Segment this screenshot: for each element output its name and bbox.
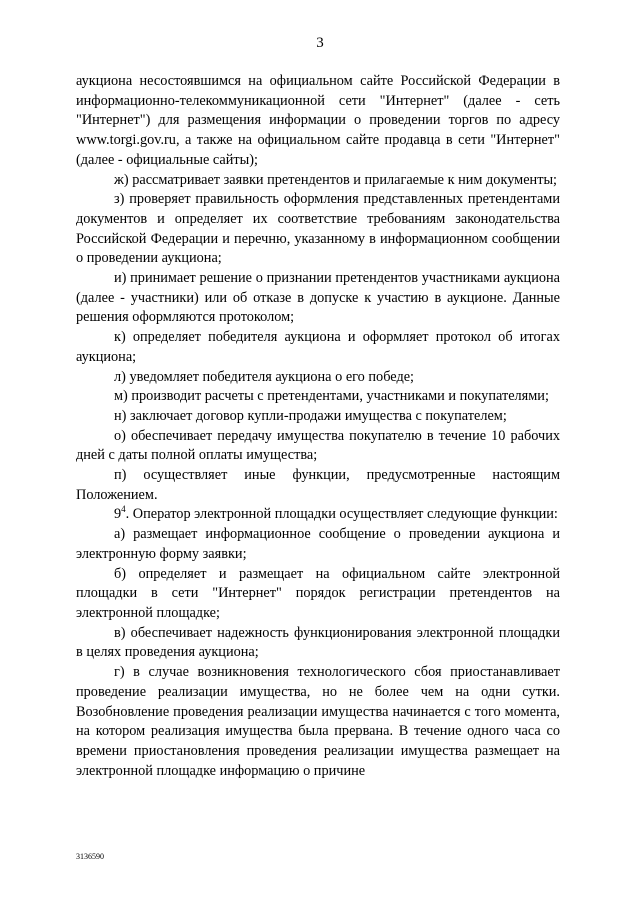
list-item-i: и) принимает решение о признании претендентов участниками аукциона (далее - участники) или об отказе в допуске к участию в аукционе. Данные решения оформляются протоколом; bbox=[76, 270, 560, 326]
list-item-k: к) определяет победителя аукциона и оформляет протокол об итогах аукциона; bbox=[76, 329, 560, 365]
list-item-v: в) обеспечивает надежность функционирования электронной площадки в целях проведения аукциона; bbox=[76, 624, 560, 661]
list-item-z: з) проверяет правильность оформления представленных претендентами документов и определяет их соответствие требованиям законодательства Российской Федерации и перечню, указанному в информационном сообщении о проведении аукциона; bbox=[76, 191, 560, 267]
list-item-o: о) обеспечивает передачу имущества покупателю в течение 10 рабочих дней с даты полной оплаты имущества; bbox=[76, 427, 560, 464]
list-item-n: н) заключает договор купли-продажи имущества с покупателем; bbox=[114, 407, 507, 424]
section-number: 9 bbox=[114, 506, 122, 523]
list-item-zh: ж) рассматривает заявки претендентов и прилагаемые к ним документы; bbox=[114, 171, 558, 188]
list-item-b: б) определяет и размещает на официальном сайте электронной площадки в сети "Интернет" порядок регистрации претендентов на электронной площадке; bbox=[76, 565, 560, 621]
paragraph-continuation: аукциона несостоявшимся на официальном сайте Российской Федерации в информационно-телекоммуникационной сети "Интернет" (далее - сеть "Интернет") для размещения информации о проведении торгов по адресу www.torgi.gov.ru, а также на официальном сайте продавца в сети "Интернет" (далее - официальные сайты); bbox=[76, 73, 560, 168]
list-item-p: п) осуществляет иные функции, предусмотренные настоящим Положением. bbox=[76, 467, 560, 503]
list-item-l: л) уведомляет победителя аукциона о его победе; bbox=[114, 368, 415, 385]
list-item-g: г) в случае возникновения технологического сбоя приостанавливает проведение реализации имущества, но не более чем на одни сутки. Возобновление проведения реализации имущества начинается с того момента, на котором реализация имущества была прервана. В течение одного часа со времени приостановления проведения реализации имущества размещает на электронной площадке информацию о причине bbox=[76, 664, 560, 779]
section-text: . Оператор электронной площадки осуществляет следующие функции: bbox=[125, 506, 558, 523]
section-heading bbox=[76, 505, 560, 525]
list-item-a: а) размещает информационное сообщение о проведении аукциона и электронную форму заявки; bbox=[76, 526, 560, 562]
section-superscript: 4 bbox=[121, 504, 126, 515]
page-number: 3 bbox=[316, 35, 324, 51]
document-code: 3136590 bbox=[76, 852, 104, 861]
list-item-m: м) производит расчеты с претендентами, участниками и покупателями; bbox=[114, 388, 549, 405]
document-body bbox=[76, 72, 560, 781]
